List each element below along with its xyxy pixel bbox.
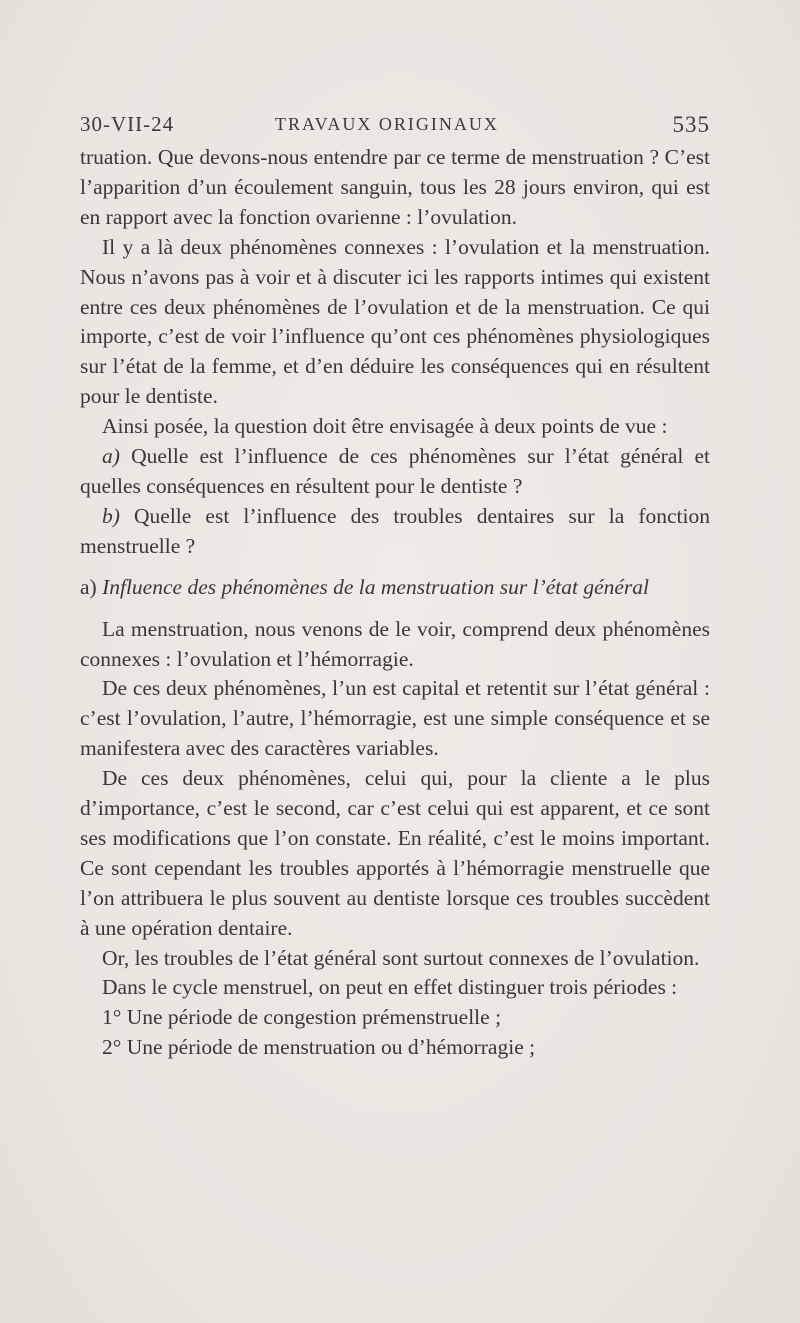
paragraph-1: truation. Que devons-nous entendre par ce terme de menstruation ? C’est l’apparition d’un écoulement sanguin, tous les 28 jours environ, qui est en rapport avec la fonction ovarienne : l’ovulation. [80,145,710,229]
running-header [80,112,710,142]
list-item-b-letter: b) [102,503,120,528]
section-paragraph-4: Or, les troubles de l’état général sont surtout connexes de l’ovulation. [102,945,700,970]
page-number: 535 [672,112,710,137]
article-body [80,143,710,1063]
section-paragraph-1: La menstruation, nous venons de le voir, comprend deux phénomènes connexes : l’ovulation et l’hémorragie. [80,616,710,671]
list-item-a [80,442,710,502]
section-heading [80,573,710,603]
list-item-b [80,502,710,562]
list-item-a-text: Quelle est l’influence de ces phénomènes sur l’état général et quelles conséquences en résultent pour le dentiste ? [80,444,711,498]
header-date: 30-VII-24 [80,112,175,136]
section-heading-label: a) [80,574,97,599]
section-paragraph-3: De ces deux phénomènes, celui qui, pour la cliente a le plus d’importance, c’est le second, car c’est celui qui est apparent, et ce sont ses modifications que l’on constate. En réalité, c’est le moins important. Ce sont cependant les troubles apportés à l’hémorragie menstruelle que l’on attribuera le plus souvent au dentiste lorsque ces troubles succèdent à une opération dentaire. [80,766,710,940]
paragraph-2: Il y a là deux phénomènes connexes : l’ovulation et la menstruation. Nous n’avons pas à voir et à discuter ici les rapports intimes qui existent entre ces deux phénomènes de l’ovulation et de la menstruation. Ce qui importe, c’est de voir l’influence qu’ont ces phénomènes physiologiques sur l’état de la femme, et d’en déduire les conséquences qui en résultent pour le dentiste. [80,234,710,409]
list-item-b-text: Quelle est l’influence des troubles dentaires sur la fonction menstruelle ? [80,503,711,558]
list-item-a-letter: a) [102,444,120,469]
period-item-2: 2° Une période de menstruation ou d’hémorragie ; [102,1035,536,1060]
section-paragraph-5: Dans le cycle menstruel, on peut en effet distinguer trois périodes : [102,975,678,1000]
section-heading-title: Influence des phénomènes de la menstruation sur l’état général [102,574,650,599]
section-paragraph-2: De ces deux phénomènes, l’un est capital et retentit sur l’état général : c’est l’ovulation, l’autre, l’hémorragie, est une simple conséquence et se manifestera avec des caractères variables. [80,676,710,761]
paragraph-3: Ainsi posée, la question doit être envisagée à deux points de vue : [102,414,668,439]
period-item-1: 1° Une période de congestion prémenstruelle ; [102,1005,502,1030]
header-section-title: TRAVAUX ORIGINAUX [275,114,499,134]
